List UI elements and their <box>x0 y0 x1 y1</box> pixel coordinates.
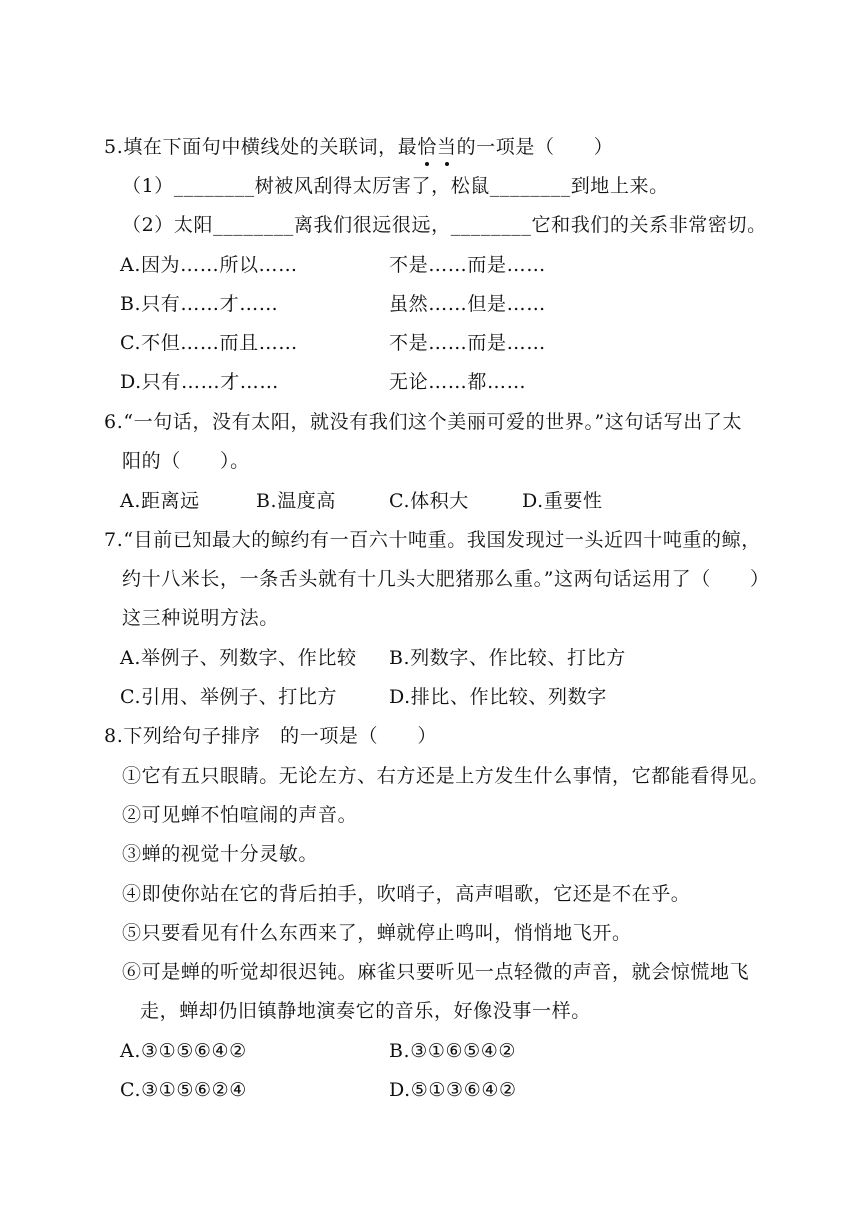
q5-option-d: D.只有……才…… <box>120 371 279 393</box>
q5-sentence-1: （1）________树被风刮得太厉害了，松鼠________到地上来。 <box>122 175 669 197</box>
q5-option-b-second: 虽然……但是…… <box>389 293 546 315</box>
q8-sentence-6-continued: 走，蝉却仍旧镇静地演奏它的音乐，好像没事一样。 <box>140 1000 591 1022</box>
q5-sentence-2: （2）太阳________离我们很远很远，________它和我们的关系非常密切。 <box>122 214 767 236</box>
q7-option-a: A.举例子、列数字、作比较 <box>120 647 357 669</box>
q6-stem-line-1: 6.“一句话，没有太阳，就没有我们这个美丽可爱的世界。”这句话写出了太 <box>104 411 743 433</box>
q5-emphasis-char-2: 当 <box>436 136 457 158</box>
q5-emphasis-char-1: 恰 <box>417 136 437 158</box>
q8-sentence-4: ④即使你站在它的背后拍手，吹哨子，高声唱歌，它还是不在乎。 <box>122 883 691 905</box>
q6-option-d: D.重要性 <box>522 490 603 512</box>
q7-stem-line-3: 这三种说明方法。 <box>122 607 279 629</box>
q5-option-d-second: 无论……都…… <box>389 371 527 393</box>
q5-option-a-second: 不是……而是…… <box>389 254 546 276</box>
q6-option-a: A.距离远 <box>120 490 200 512</box>
q7-option-b: B.列数字、作比较、打比方 <box>389 647 626 669</box>
q5-stem-before: 5.填在下面句中横线处的关联词，最 <box>104 136 418 158</box>
q5-stem-after: 的一项是（ ） <box>456 136 614 158</box>
q5-option-b: B.只有……才…… <box>120 293 279 315</box>
q6-stem-line-2: 阳的（ ）。 <box>122 450 250 472</box>
q8-option-d: D.⑤①③⑥④② <box>389 1079 517 1101</box>
q8-option-a: A.③①⑤⑥④② <box>120 1040 247 1062</box>
q6-option-b: B.温度高 <box>256 490 337 512</box>
q5-stem <box>104 134 613 160</box>
q8-sentence-2: ②可见蝉不怕喧闹的声音。 <box>122 804 358 826</box>
q8-sentence-5: ⑤只要看见有什么东西来了，蝉就停止鸣叫，悄悄地飞开。 <box>122 922 632 944</box>
q8-sentence-1: ①它有五只眼睛。无论左方、右方还是上方发生什么事情，它都能看得见。 <box>122 765 769 787</box>
q5-option-a: A.因为……所以…… <box>120 254 298 276</box>
q5-option-c-second: 不是……而是…… <box>389 332 546 354</box>
q7-option-c: C.引用、举例子、打比方 <box>120 686 338 708</box>
q8-sentence-6: ⑥可是蝉的听觉却很迟钝。麻雀只要听见一点轻微的声音，就会惊慌地飞 <box>122 961 750 983</box>
q8-option-c: C.③①⑤⑥②④ <box>120 1079 247 1101</box>
q8-sentence-3: ③蝉的视觉十分灵敏。 <box>122 843 319 865</box>
q7-option-d: D.排比、作比较、列数字 <box>389 686 607 708</box>
q7-stem-line-2: 约十八米长，一条舌头就有十几头大肥猪那么重。”这两句话运用了（ ） <box>122 568 770 590</box>
q8-stem: 8.下列给句子排序 的一项是（ ） <box>104 725 437 747</box>
q8-option-b: B.③①⑥⑤④② <box>389 1040 517 1062</box>
q5-option-c: C.不但……而且…… <box>120 332 298 354</box>
q6-option-c: C.体积大 <box>389 490 469 512</box>
q7-stem-line-1: 7.“目前已知最大的鲸约有一百六十吨重。我国发现过一头近四十吨重的鲸， <box>104 529 761 551</box>
